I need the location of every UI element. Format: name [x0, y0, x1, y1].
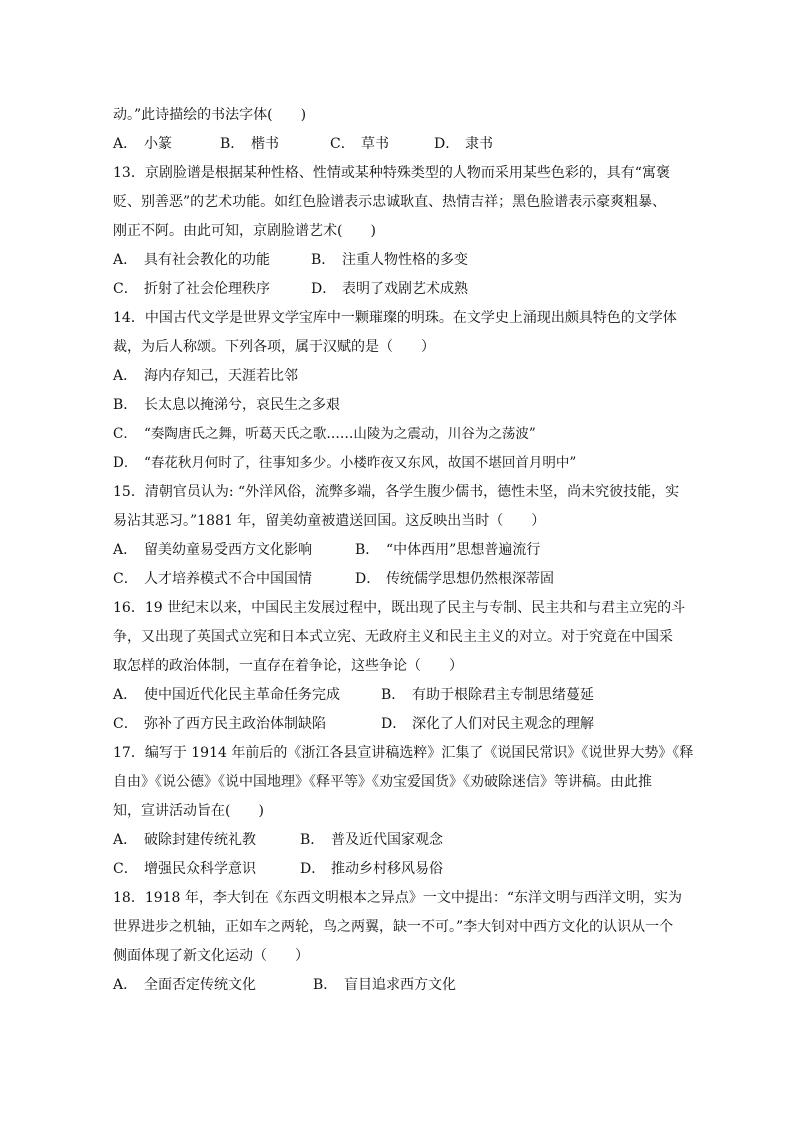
q12-stem-tail: 动。”此诗描绘的书法字体( ) — [113, 107, 307, 123]
q13-option-c: C． 折射了社会伦理秩序 — [113, 281, 270, 297]
q17-option-c: C． 增强民众科学意识 — [113, 861, 256, 877]
q12-option-c: C． 草书 — [330, 136, 389, 152]
q15-option-c: C． 人才培养模式不合中国国情 — [113, 571, 312, 587]
q14-option-d: D． “春花秋月何时了，往事知多少。小楼昨夜又东风，故国不堪回首月明中” — [113, 455, 577, 471]
q15-stem-line-2: 易沾其恶习。”1881 年，留美幼童被遣送回国。这反映出当时（ ） — [113, 513, 546, 529]
q15-options-row-2 — [113, 565, 683, 594]
q17-option-b: B． 普及近代国家观念 — [300, 832, 443, 848]
q12-options — [113, 130, 683, 159]
q15-option-b: B． “中体西用”思想普遍流行 — [355, 542, 541, 558]
q15-options-row-1 — [113, 536, 683, 565]
q13-options-row-1 — [113, 246, 683, 275]
q17-stem-line-3: 知，宣讲活动旨在( ) — [113, 803, 264, 819]
q15-option-d: D． 传统儒学思想仍然根深蒂固 — [355, 571, 554, 587]
q13-stem-line-3: 刚正不阿。由此可知，京剧脸谱艺术( ) — [113, 223, 376, 239]
q15-option-a: A． 留美幼童易受西方文化影响 — [113, 542, 312, 558]
q14-option-a: A． 海内存知己，天涯若比邻 — [113, 368, 298, 384]
q17-stem-line-2: 自由》《说公德》《说中国地理》《释平等》《劝宝爱国货》《劝破除迷信》等讲稿。由此推 — [113, 774, 652, 790]
q13-stem-line-2: 贬、别善恶”的艺术功能。如红色脸谱表示忠诚耿直、热情吉祥；黑色脸谱表示豪爽粗暴、 — [113, 194, 667, 210]
q13-option-a: A． 具有社会教化的功能 — [113, 252, 270, 268]
q17-option-d: D． 推动乡村移风易俗 — [300, 861, 443, 877]
q18-option-a: A． 全面否定传统文化 — [113, 977, 256, 993]
q18-stem-line-3: 侧面体现了新文化运动（ ） — [113, 948, 309, 964]
q17-options-row-1 — [113, 826, 683, 855]
q12-option-d: D． 隶书 — [434, 136, 493, 152]
q16-option-b: B． 有助于根除君主专制思绪蔓延 — [381, 687, 594, 703]
q13-option-b: B． 注重人物性格的多变 — [311, 252, 468, 268]
q18-option-b: B． 盲目追求西方文化 — [313, 977, 456, 993]
q14-option-b: B． 长太息以掩涕兮，哀民生之多艰 — [113, 397, 340, 413]
q18-stem-line-2: 世界进步之机轴，正如车之两轮，鸟之两翼，缺一不可。”李大钊对中西方文化的认识从一个 — [113, 919, 674, 935]
q16-options-row-2 — [113, 710, 683, 739]
q13-option-d: D． 表明了戏剧艺术成熟 — [311, 281, 468, 297]
q16-stem-line-3: 取怎样的政治体制，一直存在着争论，这些争论（ ） — [113, 658, 463, 674]
q12-option-b: B． 楷书 — [220, 136, 279, 152]
q18-stem-line-1: 18．1918 年，李大钊在《东西文明根本之异点》一文中提出：“东洋文明与西洋文明，实为 — [113, 890, 683, 906]
q14-option-c: C． “奏陶唐氏之舞，听葛天氏之歌……山陵为之震动，川谷为之荡波” — [113, 426, 536, 442]
q16-stem-line-2: 争，又出现了英国式立宪和日本式立宪、无政府主义和民主主义的对立。对于究竟在中国采 — [113, 629, 673, 645]
q12-option-a: A． 小篆 — [113, 136, 172, 152]
q16-option-c: C． 弥补了西方民主政治体制缺陷 — [113, 716, 326, 732]
question-content — [113, 101, 694, 1000]
q14-stem-line-2: 裁，为后人称颂。下列各项，属于汉赋的是（ ） — [113, 339, 435, 355]
q15-stem-line-1: 15．清朝官员认为: “外洋风俗，流弊多端，各学生腹少儒书，德性未坚，尚未究彼技能，实 — [113, 484, 680, 500]
q17-options-row-2 — [113, 855, 683, 884]
q16-option-d: D． 深化了人们对民主观念的理解 — [381, 716, 594, 732]
q13-stem-line-1: 13．京剧脸谱是根据某种性格、性情或某种特殊类型的人物而采用某些色彩的，具有“寓褒 — [113, 165, 670, 181]
q16-stem-line-1: 16．19 世纪末以来，中国民主发展过程中，既出现了民主与专制、民主共和与君主立宪的斗 — [113, 600, 686, 616]
q17-option-a: A． 破除封建传统礼教 — [113, 832, 256, 848]
q17-stem-line-1: 17．编写于 1914 年前后的《浙江各县宣讲稿选粹》汇集了《说国民常识》《说世界大势》《释 — [113, 745, 694, 761]
q16-options-row-1 — [113, 681, 683, 710]
q16-option-a: A． 使中国近代化民主革命任务完成 — [113, 687, 340, 703]
q14-stem-line-1: 14．中国古代文学是世界文学宝库中一颗璀璨的明珠。在文学史上涌现出颇具特色的文学体 — [113, 310, 677, 326]
q18-options-row-1 — [113, 971, 683, 1000]
q13-options-row-2 — [113, 275, 683, 304]
